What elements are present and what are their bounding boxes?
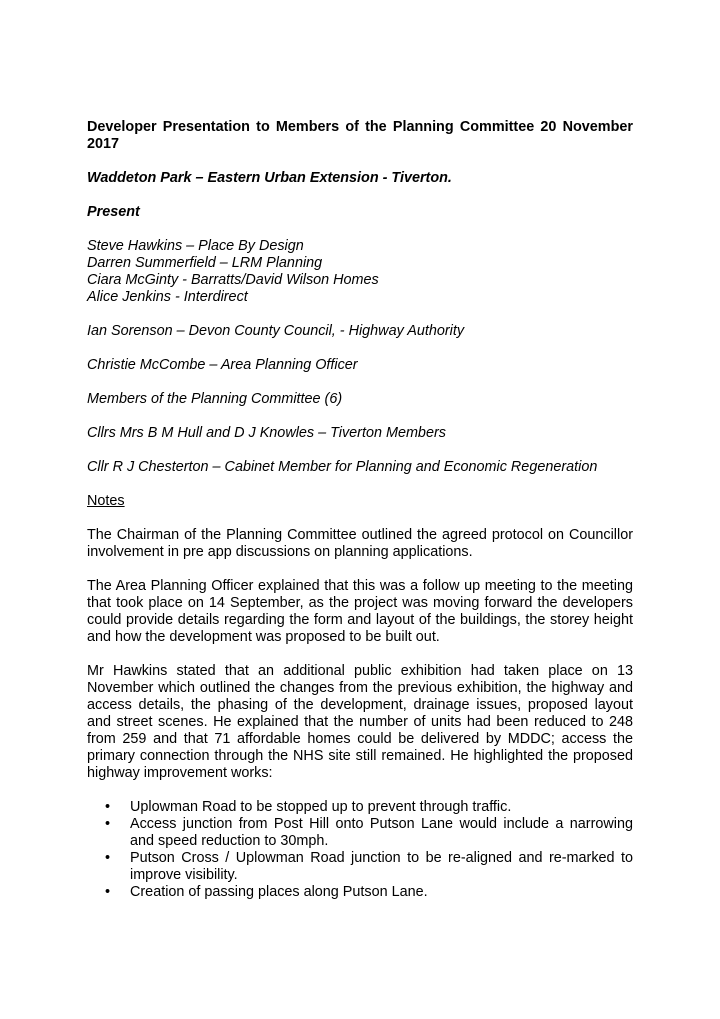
bullet-icon: • [105,884,111,900]
notes-paragraph: Mr Hawkins stated that an additional public exhibition had taken place on 13 November which outlined the changes from the previous exhibition, the highway and access details, the phasing of the development, drainage issues, proposed layout and street scenes. He explained that the number of units had been reduced to 248 from 259 and that 71 affordable homes could be delivered by MDDC; access the primary connection through the NHS site still remained. He highlighted the proposed highway improvement works: [87,663,633,781]
list-item-text: Uplowman Road to be stopped up to prevent through traffic. [130,799,512,815]
document-subtitle: Waddeton Park – Eastern Urban Extension - Tiverton. [87,170,452,186]
list-item-text: Access junction from Post Hill onto Putson Lane would include a narrowing and speed reduction to 30mph. [130,816,633,849]
attendee-line: Darren Summerfield – LRM Planning [87,255,323,271]
attendee-line: Ciara McGinty - Barratts/David Wilson Homes [87,272,379,288]
bullet-icon: • [105,816,111,832]
attendee-list [87,238,633,306]
present-heading: Present [87,204,140,220]
list-item-text: Creation of passing places along Putson Lane. [130,884,428,900]
notes-paragraph: The Area Planning Officer explained that this was a follow up meeting to the meeting that took place on 14 September, as the project was moving forward the developers could provide details regarding the form and layout of the buildings, the storey height and how the development was proposed to be built out. [87,578,633,645]
attendee-cllrs: Cllrs Mrs B M Hull and D J Knowles – Tiverton Members [87,425,446,441]
attendee-members: Members of the Planning Committee (6) [87,391,343,407]
notes-paragraph: The Chairman of the Planning Committee outlined the agreed protocol on Councillor involvement in pre app discussions on planning applications. [87,527,633,560]
highway-works-list [87,799,633,901]
attendee-line: Steve Hawkins – Place By Design [87,238,304,254]
notes-heading: Notes [87,493,125,509]
document-content [87,119,633,901]
list-item-text: Putson Cross / Uplowman Road junction to be re-aligned and re-marked to improve visibility. [130,850,633,883]
list-item [87,816,633,850]
attendee-cabinet: Cllr R J Chesterton – Cabinet Member for Planning and Economic Regeneration [87,459,598,475]
list-item [87,850,633,884]
attendee-officer: Christie McCombe – Area Planning Officer [87,357,358,373]
bullet-icon: • [105,799,111,815]
list-item [87,884,633,901]
bullet-icon: • [105,850,111,866]
attendee-line: Alice Jenkins - Interdirect [87,289,248,305]
attendee-highway: Ian Sorenson – Devon County Council, - Highway Authority [87,323,465,339]
list-item [87,799,633,816]
document-title: Developer Presentation to Members of the Planning Committee 20 November 2017 [87,119,633,152]
